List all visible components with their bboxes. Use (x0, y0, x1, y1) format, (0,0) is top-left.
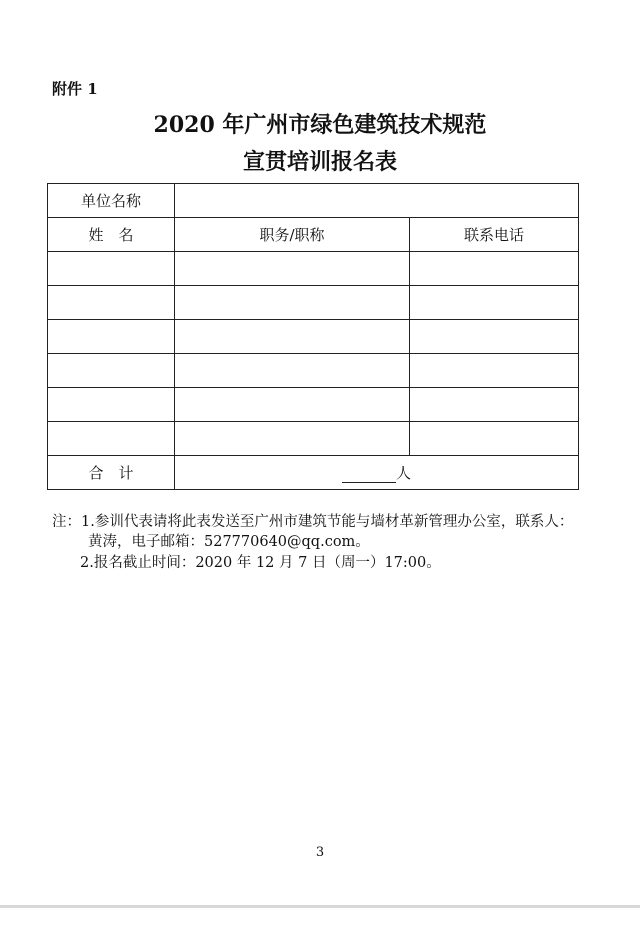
unit-name-row (48, 184, 579, 218)
phone-cell[interactable] (410, 252, 579, 286)
position-cell[interactable] (175, 252, 410, 286)
scan-edge-divider (0, 905, 640, 908)
header-row (48, 218, 579, 252)
position-cell[interactable] (175, 388, 410, 422)
table-row (48, 286, 579, 320)
total-count-blank[interactable] (342, 466, 396, 483)
header-phone: 联系电话 (410, 218, 579, 252)
page-number: 3 (315, 845, 325, 860)
phone-cell[interactable] (410, 422, 579, 456)
total-row (48, 456, 579, 490)
position-cell[interactable] (175, 286, 410, 320)
name-cell[interactable] (48, 286, 175, 320)
name-cell[interactable] (48, 320, 175, 354)
position-cell[interactable] (175, 354, 410, 388)
name-cell[interactable] (48, 354, 175, 388)
registration-table (47, 183, 579, 490)
note-2: 2.报名截止时间：2020 年 12 月 7 日（周一）17:00。 (80, 555, 441, 571)
table-row (48, 354, 579, 388)
position-cell[interactable] (175, 320, 410, 354)
header-name: 姓 名 (48, 218, 175, 252)
phone-cell[interactable] (410, 388, 579, 422)
table-row (48, 388, 579, 422)
unit-name-label: 单位名称 (48, 184, 175, 218)
total-unit: 人 (395, 464, 411, 482)
title-line-2: 宣贯培训报名表 (242, 149, 397, 175)
name-cell[interactable] (48, 422, 175, 456)
phone-cell[interactable] (410, 320, 579, 354)
note-1-contact: 黄涛，电子邮箱：527770640@qq.com。 (88, 534, 370, 550)
phone-cell[interactable] (410, 354, 579, 388)
name-cell[interactable] (48, 388, 175, 422)
note-1: 注：1.参训代表请将此表发送至广州市建筑节能与墙材革新管理办公室，联系人： (52, 514, 574, 530)
table-row (48, 252, 579, 286)
table-row (48, 422, 579, 456)
position-cell[interactable] (175, 422, 410, 456)
total-field (175, 456, 579, 490)
attachment-label: 附件 1 (52, 80, 98, 98)
total-label: 合 计 (48, 456, 175, 490)
name-cell[interactable] (48, 252, 175, 286)
table-row (48, 320, 579, 354)
header-position: 职务/职称 (175, 218, 410, 252)
phone-cell[interactable] (410, 286, 579, 320)
unit-name-field[interactable] (175, 184, 579, 218)
title-line-1: 2020 年广州市绿色建筑技术规范 (153, 112, 487, 138)
